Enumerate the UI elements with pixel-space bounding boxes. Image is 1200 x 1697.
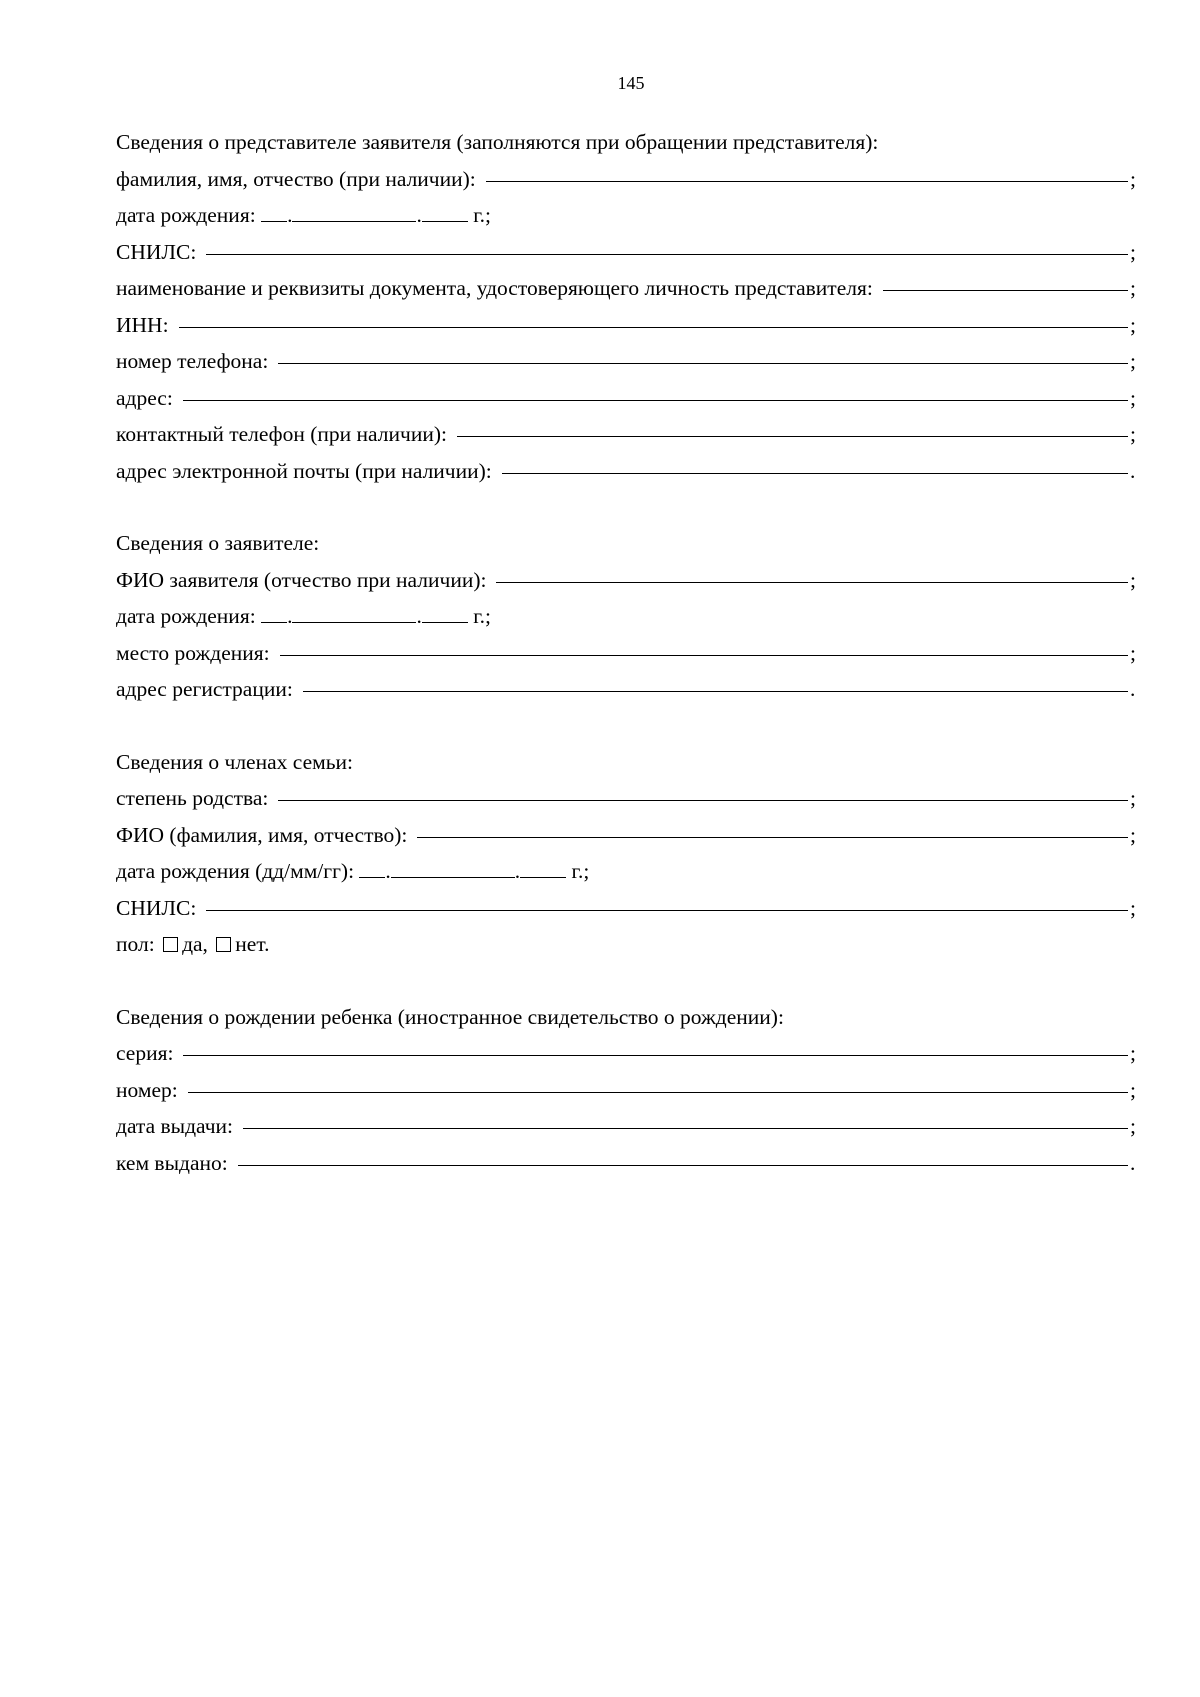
representative-fio-label: фамилия, имя, отчество (при наличии): bbox=[116, 166, 476, 191]
gender-yes-checkbox[interactable] bbox=[163, 937, 178, 952]
representative-doc-row bbox=[116, 270, 1138, 307]
family-heading: Сведения о членах семьи: bbox=[116, 749, 354, 774]
applicant-fio-field[interactable] bbox=[496, 562, 1128, 583]
family-fio-field[interactable] bbox=[417, 817, 1128, 838]
row-end-semicolon: ; bbox=[1130, 567, 1136, 592]
representative-phone-field[interactable] bbox=[278, 343, 1128, 364]
birth-cert-series-label: серия: bbox=[116, 1041, 174, 1065]
representative-inn-field[interactable] bbox=[179, 307, 1128, 328]
row-end-semicolon: ; bbox=[1130, 1041, 1136, 1065]
row-end-period: . bbox=[1130, 1150, 1136, 1175]
family-birth-row bbox=[116, 853, 1138, 890]
gender-no-checkbox[interactable] bbox=[216, 937, 231, 952]
form-body bbox=[116, 124, 1138, 1181]
family-fio-label: ФИО (фамилия, имя, отчество): bbox=[116, 822, 408, 847]
representative-email-label: адрес электронной почты (при наличии): bbox=[116, 458, 492, 483]
applicant-birthplace-row bbox=[116, 635, 1138, 672]
row-end-semicolon: ; bbox=[1130, 385, 1136, 410]
birth-cert-issue-date-field[interactable] bbox=[243, 1108, 1128, 1129]
family-relation-row bbox=[116, 780, 1138, 817]
applicant-birthplace-field[interactable] bbox=[280, 635, 1128, 656]
applicant-fio-label: ФИО заявителя (отчество при наличии): bbox=[116, 567, 487, 592]
representative-snils-row bbox=[116, 234, 1138, 271]
birth-month-field[interactable] bbox=[391, 857, 515, 878]
row-end-semicolon: ; bbox=[1130, 786, 1136, 810]
applicant-birth-row bbox=[116, 598, 1138, 635]
representative-email-row bbox=[116, 453, 1138, 490]
row-end-semicolon: ; bbox=[1130, 1114, 1136, 1138]
birth-day-field[interactable] bbox=[261, 602, 287, 623]
birth-cert-issued-by-label: кем выдано: bbox=[116, 1150, 228, 1175]
row-end-semicolon: ; bbox=[1130, 640, 1136, 665]
birth-cert-issued-by-field[interactable] bbox=[238, 1145, 1128, 1166]
birth-cert-series-field[interactable] bbox=[183, 1035, 1128, 1056]
applicant-reg-address-row bbox=[116, 671, 1138, 708]
row-end-semicolon: ; bbox=[1130, 422, 1136, 446]
representative-address-row bbox=[116, 380, 1138, 417]
birth-year-field[interactable] bbox=[422, 602, 468, 623]
representative-doc-field[interactable] bbox=[883, 270, 1128, 291]
date-dot: . bbox=[385, 859, 391, 883]
representative-doc-label: наименование и реквизиты документа, удостоверяющего личность представителя: bbox=[116, 276, 873, 300]
birth-cert-issue-date-row bbox=[116, 1108, 1138, 1145]
date-dot: . bbox=[416, 604, 422, 628]
gender-yes-label: да, bbox=[182, 932, 208, 956]
representative-fio-row bbox=[116, 161, 1138, 198]
family-snils-row bbox=[116, 890, 1138, 927]
row-end-period: . bbox=[1130, 677, 1136, 701]
birth-cert-series-row bbox=[116, 1035, 1138, 1072]
representative-email-field[interactable] bbox=[502, 453, 1128, 474]
row-end-period: . bbox=[1130, 458, 1136, 483]
family-relation-label: степень родства: bbox=[116, 786, 269, 810]
row-end-semicolon: ; bbox=[1130, 895, 1136, 920]
representative-phone-row bbox=[116, 343, 1138, 380]
birth-day-field[interactable] bbox=[359, 857, 385, 878]
applicant-birthplace-label: место рождения: bbox=[116, 640, 270, 665]
representative-contact-phone-field[interactable] bbox=[457, 416, 1128, 437]
applicant-reg-address-label: адрес регистрации: bbox=[116, 677, 293, 701]
row-end-semicolon: ; bbox=[1130, 239, 1136, 264]
representative-inn-row bbox=[116, 307, 1138, 344]
family-snils-label: СНИЛС: bbox=[116, 895, 197, 920]
date-dot: . bbox=[514, 859, 521, 883]
applicant-fio-row bbox=[116, 562, 1138, 599]
year-suffix: г.; bbox=[473, 203, 491, 227]
birth-cert-number-row bbox=[116, 1072, 1138, 1109]
birth-month-field[interactable] bbox=[292, 602, 416, 623]
birth-month-field[interactable] bbox=[292, 201, 416, 222]
family-snils-field[interactable] bbox=[206, 890, 1128, 911]
birth-cert-heading: Сведения о рождении ребенка (иностранное свидетельство о рождении): bbox=[116, 1004, 784, 1029]
representative-snils-label: СНИЛС: bbox=[116, 239, 197, 264]
page-number: 145 bbox=[617, 73, 645, 93]
family-birth-label: дата рождения (дд/мм/гг): bbox=[116, 859, 355, 883]
representative-address-field[interactable] bbox=[183, 380, 1128, 401]
row-end-semicolon: ; bbox=[1130, 276, 1136, 300]
family-gender-row bbox=[116, 926, 1138, 963]
applicant-heading: Сведения о заявителе: bbox=[116, 531, 320, 555]
date-dot: . bbox=[416, 203, 422, 227]
applicant-reg-address-field[interactable] bbox=[303, 671, 1128, 692]
birth-cert-number-label: номер: bbox=[116, 1077, 178, 1102]
birth-cert-issue-date-label: дата выдачи: bbox=[116, 1114, 234, 1138]
representative-fio-field[interactable] bbox=[486, 161, 1128, 182]
representative-inn-label: ИНН: bbox=[116, 312, 169, 337]
birth-day-field[interactable] bbox=[261, 201, 287, 222]
date-dot: . bbox=[287, 203, 293, 227]
birth-year-field[interactable] bbox=[520, 857, 566, 878]
representative-birth-label: дата рождения: bbox=[116, 203, 256, 227]
year-suffix: г.; bbox=[473, 604, 491, 628]
row-end-semicolon: ; bbox=[1130, 166, 1136, 191]
gender-no-label: нет. bbox=[235, 932, 270, 956]
representative-heading: Сведения о представителе заявителя (заполняются при обращении представителя): bbox=[116, 130, 879, 154]
family-fio-row bbox=[116, 817, 1138, 854]
family-relation-field[interactable] bbox=[278, 780, 1128, 801]
birth-cert-number-field[interactable] bbox=[188, 1072, 1128, 1093]
year-suffix: г.; bbox=[571, 859, 590, 883]
applicant-birth-label: дата рождения: bbox=[116, 604, 256, 628]
birth-cert-issued-by-row bbox=[116, 1145, 1138, 1182]
row-end-semicolon: ; bbox=[1130, 822, 1136, 847]
family-gender-label: пол: bbox=[116, 932, 155, 956]
representative-snils-field[interactable] bbox=[206, 234, 1128, 255]
representative-address-label: адрес: bbox=[116, 385, 173, 410]
representative-contact-phone-row bbox=[116, 416, 1138, 453]
row-end-semicolon: ; bbox=[1130, 349, 1136, 373]
row-end-semicolon: ; bbox=[1130, 312, 1136, 337]
date-dot: . bbox=[287, 604, 293, 628]
row-end-semicolon: ; bbox=[1130, 1077, 1136, 1102]
birth-year-field[interactable] bbox=[422, 201, 468, 222]
representative-phone-label: номер телефона: bbox=[116, 349, 269, 373]
representative-birth-row bbox=[116, 197, 1138, 234]
representative-contact-phone-label: контактный телефон (при наличии): bbox=[116, 422, 447, 446]
